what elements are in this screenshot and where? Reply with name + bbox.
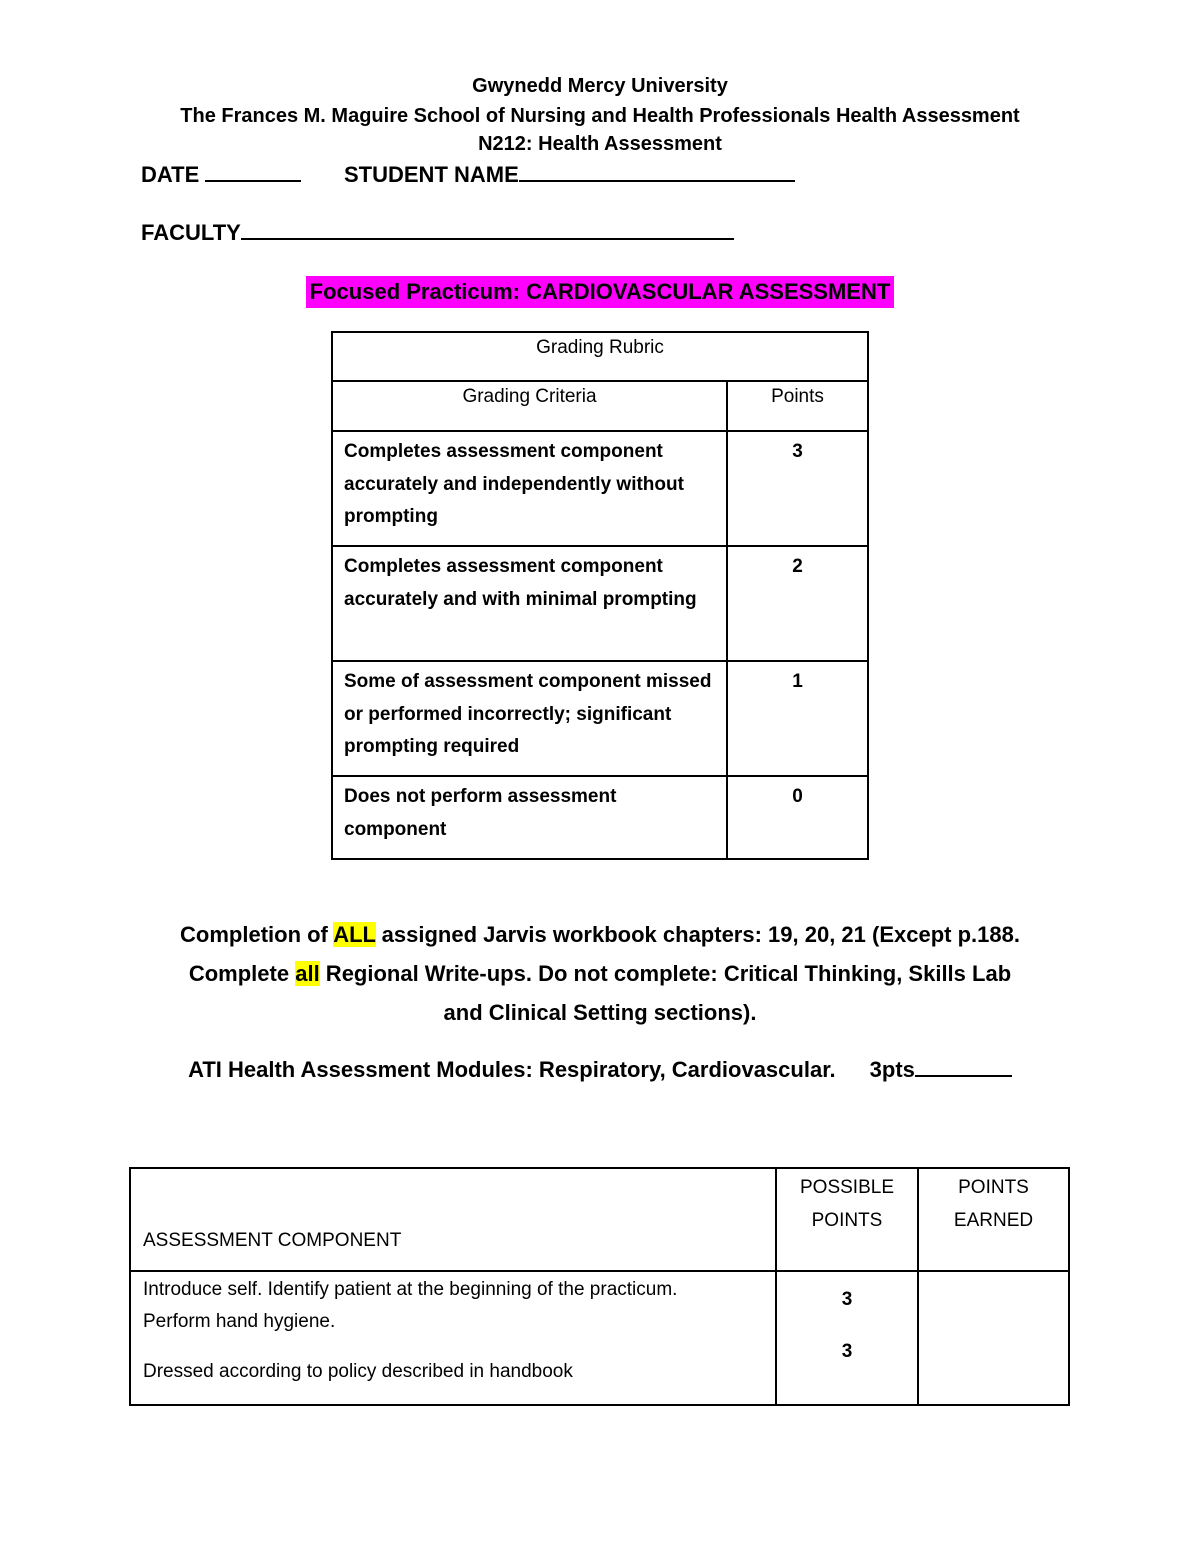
completion-instructions [0, 915, 1200, 1032]
component-possible-points [776, 1271, 918, 1405]
possible-points-value: 3 [841, 1341, 853, 1362]
completion-text: assigned Jarvis workbook chapters: 19, 20, 21 (Except p.188. [375, 922, 1020, 947]
component-description [130, 1271, 776, 1405]
table-row [332, 431, 868, 546]
highlight-all-upper: ALL [333, 922, 376, 947]
rubric-criteria: Completes assessment component accurately and independently without prompting [332, 431, 727, 546]
completion-line-3: and Clinical Setting sections). [443, 1000, 757, 1025]
component-line: Dressed according to policy described in handbook [143, 1361, 573, 1382]
university-name: Gwynedd Mercy University [472, 75, 728, 97]
date-field [141, 160, 301, 190]
table-row [332, 776, 868, 859]
header-points-earned [918, 1168, 1069, 1271]
rubric-header-points: Points [727, 381, 868, 431]
rubric-points: 2 [727, 546, 868, 661]
header-possible-line: POINTS [811, 1210, 883, 1231]
component-line: Introduce self. Identify patient at the beginning of the practicum. [143, 1279, 678, 1300]
component-points-earned[interactable] [918, 1271, 1069, 1405]
faculty-label: FACULTY [141, 220, 241, 245]
table-row [130, 1271, 1069, 1405]
course-name: N212: Health Assessment [478, 133, 722, 155]
rubric-points: 1 [727, 661, 868, 776]
title-wrap [0, 276, 1200, 308]
school-name: The Frances M. Maguire School of Nursing and Health Professionals Health Assessment [180, 105, 1020, 127]
header-assessment-component: ASSESSMENT COMPONENT [130, 1168, 776, 1271]
student-name-label: STUDENT NAME [344, 162, 519, 187]
possible-points-value: 3 [841, 1289, 853, 1310]
header-possible-points [776, 1168, 918, 1271]
ati-modules-line [0, 1054, 1200, 1086]
header-earned-line: POINTS [958, 1177, 1029, 1198]
completion-line-1 [0, 915, 1200, 954]
rubric-points: 3 [727, 431, 868, 546]
rubric-caption: Grading Rubric [332, 332, 868, 381]
practicum-title: Focused Practicum: CARDIOVASCULAR ASSESSMENT [306, 276, 895, 308]
rubric-criteria: Does not perform assessment component [332, 776, 727, 859]
component-line: Perform hand hygiene. [143, 1311, 336, 1332]
ati-points: 3pts [869, 1057, 915, 1082]
faculty-field [141, 218, 734, 248]
completion-text: Regional Write-ups. Do not complete: Critical Thinking, Skills Lab [319, 961, 1012, 986]
date-label: DATE [141, 162, 200, 187]
faculty-blank[interactable] [241, 218, 734, 240]
ati-text: ATI Health Assessment Modules: Respiratory, Cardiovascular. [188, 1057, 836, 1082]
header-earned-line: EARNED [953, 1210, 1034, 1231]
table-row [332, 661, 868, 776]
grading-rubric-table [331, 331, 869, 860]
completion-text: Complete [188, 961, 296, 986]
rubric-points: 0 [727, 776, 868, 859]
rubric-criteria: Completes assessment component accurately and with minimal prompting [332, 546, 727, 661]
completion-line-2 [0, 954, 1200, 993]
assessment-component-table [129, 1167, 1070, 1406]
highlight-all-lower: all [295, 961, 320, 986]
rubric-criteria: Some of assessment component missed or performed incorrectly; significant prompting required [332, 661, 727, 776]
date-blank[interactable] [205, 160, 301, 182]
rubric-header-criteria: Grading Criteria [332, 381, 727, 431]
table-row [332, 546, 868, 661]
completion-text: Completion of [180, 922, 334, 947]
ati-points-blank[interactable] [915, 1055, 1012, 1077]
student-name-blank[interactable] [519, 160, 795, 182]
student-name-field [344, 160, 795, 190]
header-possible-line: POSSIBLE [800, 1177, 894, 1198]
